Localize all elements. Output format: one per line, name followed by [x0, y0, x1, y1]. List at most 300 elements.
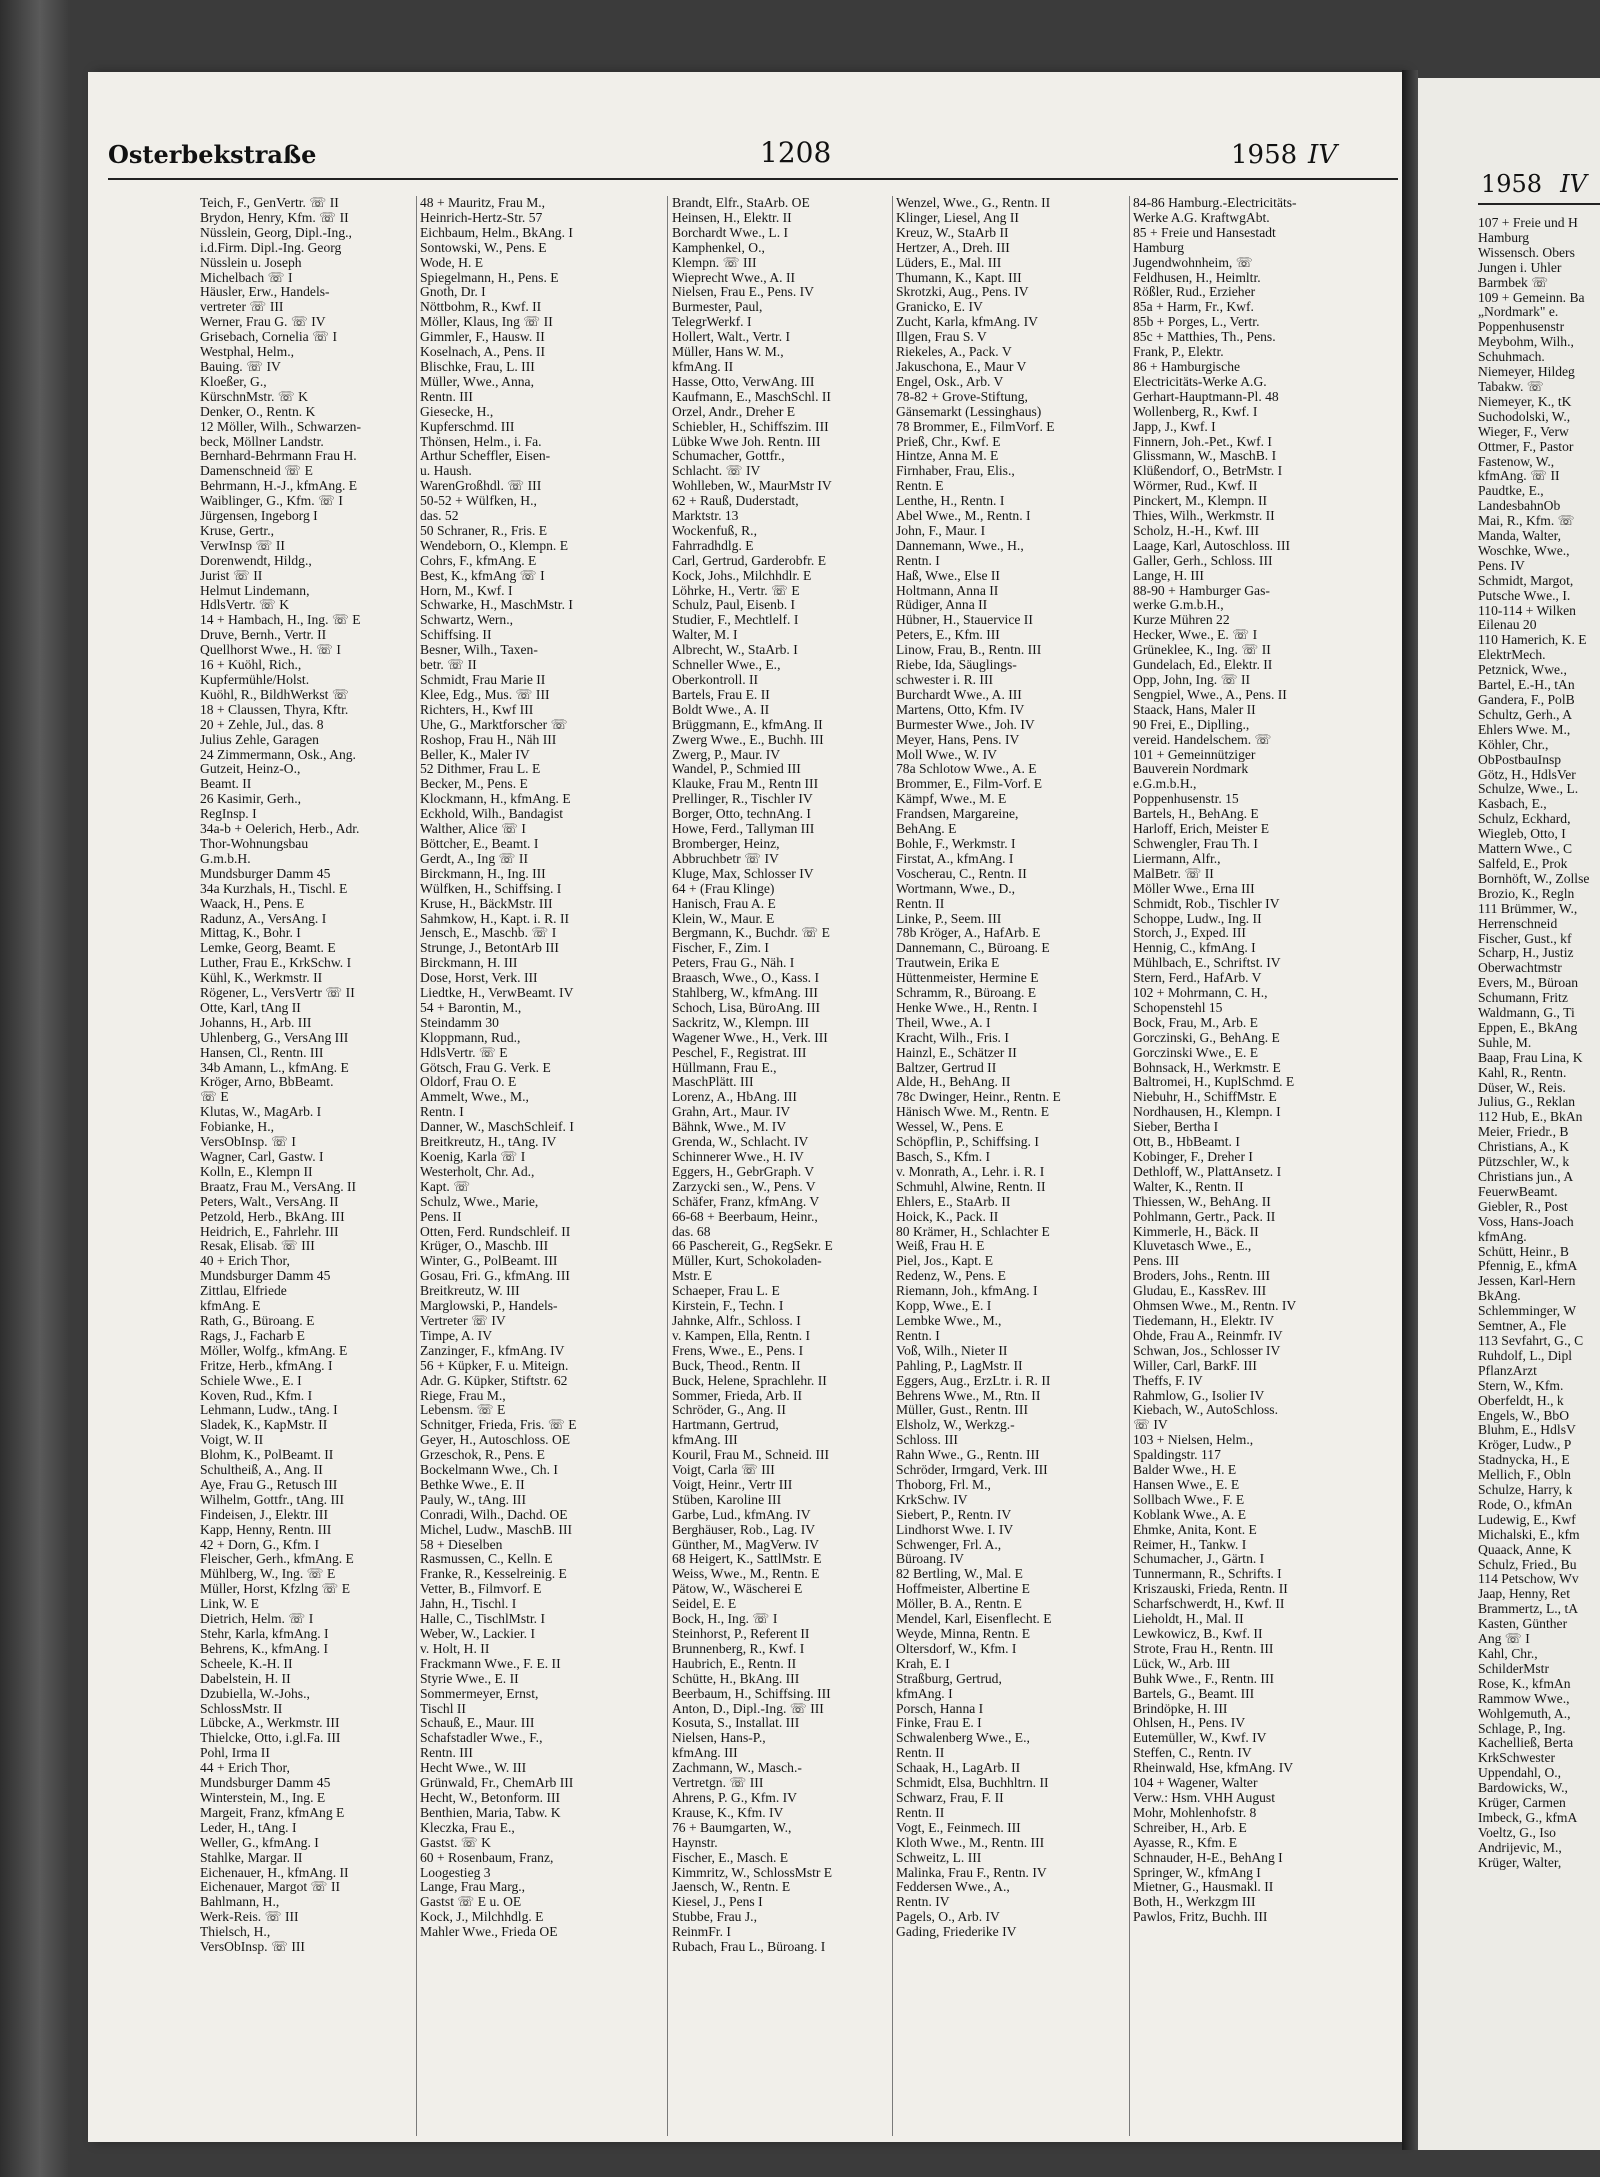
directory-entry: Rentn. E	[896, 479, 944, 494]
directory-entry: Wollenberg, R., Kwf. I	[1133, 404, 1258, 419]
directory-entry: Gerdt, A., Ing ☏ II	[420, 851, 528, 866]
directory-entry: Müller, Hans W. M.,	[672, 345, 784, 360]
directory-entry: Illgen, Frau S. V	[896, 330, 987, 345]
directory-entry: Eutemüller, W., Kwf. IV	[1133, 1731, 1267, 1746]
directory-entry: Hintze, Anna M. E	[896, 449, 999, 464]
street-name: Osterbekstraße	[108, 140, 317, 169]
directory-entry: Marglowski, P., Handels-	[420, 1299, 558, 1314]
directory-entry: Paudtke, E.,	[1478, 484, 1544, 499]
directory-entry: Kosuta, S., Installat. III	[672, 1716, 800, 1731]
directory-entry: Theffs, F. IV	[1133, 1373, 1203, 1388]
directory-entry: HdlsVertr. ☏ K	[200, 598, 290, 613]
directory-entry: Redenz, W., Pens. E	[896, 1269, 1006, 1284]
directory-entry: Brozio, K., Regln	[1478, 886, 1575, 901]
directory-entry: Poppenhusenstr	[1478, 320, 1565, 335]
directory-entry: Braasch, Wwe., O., Kass. I	[672, 971, 819, 986]
directory-entry: Schoppe, Ludw., Ing. II	[1133, 911, 1262, 926]
directory-entry: Abbruchbetr ☏ IV	[672, 851, 779, 866]
directory-entry: Alde, H., BehAng. II	[896, 1075, 1011, 1090]
directory-entry: Pohlmann, Gertr., Pack. II	[1133, 1209, 1276, 1224]
directory-entry: Krause, K., Kfm. IV	[672, 1805, 784, 1820]
directory-entry: Schultz, Gerh., A	[1478, 707, 1573, 722]
directory-entry: Schmidt, Rob., Tischler IV	[1133, 896, 1280, 911]
directory-entry: Heinrich-Hertz-Str. 57	[420, 210, 543, 225]
directory-entry: Teich, F., GenVertr. ☏ II	[200, 196, 339, 210]
directory-entry: 102 + Mohrmann, C. H.,	[1133, 986, 1268, 1001]
directory-entry: Kopp, Wwe., E. I	[896, 1299, 992, 1314]
directory-entry: Becker, M., Pens. E	[420, 777, 528, 792]
column-divider	[416, 196, 417, 2136]
directory-entry: Breitkreutz, W. III	[420, 1284, 520, 1299]
directory-entry: Stahlke, Margar. II	[200, 1850, 303, 1865]
directory-entry: Frens, Wwe., E., Pens. I	[672, 1343, 804, 1358]
directory-entry: Bock, H., Ing. ☏ I	[672, 1612, 778, 1627]
directory-entry: Martens, Otto, Kfm. IV	[896, 702, 1025, 717]
directory-entry: Sackritz, W., Klempn. III	[672, 1015, 810, 1030]
directory-entry: Schiebler, H., Schiffszim. III	[672, 419, 829, 434]
directory-entry: Michel, Ludw., MaschB. III	[420, 1522, 573, 1537]
directory-entry: Bauverein Nordmark	[1133, 762, 1249, 777]
directory-entry: Feldhusen, H., Heimltr.	[1133, 270, 1261, 285]
directory-entry: Rentn. III	[420, 389, 473, 404]
directory-entry: Hoffmeister, Albertine E	[896, 1582, 1030, 1597]
directory-entry: Christians, A., K	[1478, 1140, 1570, 1155]
directory-entry: Nüsslein, Georg, Dipl.-Ing.,	[200, 225, 352, 240]
directory-entry: Michalski, E., kfm	[1478, 1527, 1580, 1542]
directory-entry: kfmAng. ☏ II	[1478, 469, 1560, 484]
directory-entry: Grünwald, Fr., ChemArb III	[420, 1776, 574, 1791]
directory-entry: Waack, H., Pens. E	[200, 896, 305, 911]
directory-entry: Oltersdorf, W., Kfm. I	[896, 1641, 1017, 1656]
directory-entry: Eppen, E., BkAng	[1478, 1020, 1578, 1035]
directory-entry: Druve, Bernh., Vertr. II	[200, 628, 327, 643]
directory-entry: v. Holt, H. II	[420, 1641, 490, 1656]
directory-entry: 111 Brümmer, W.,	[1478, 901, 1578, 916]
directory-entry: Kloth Wwe., M., Rentn. III	[896, 1835, 1045, 1850]
directory-entry: Braatz, Frau M., VersAng. II	[200, 1179, 357, 1194]
directory-entry: Pohl, Irma II	[200, 1746, 270, 1761]
directory-entry: Heinsen, H., Elektr. II	[672, 210, 792, 225]
directory-entry: Eichbaum, Helm., BkAng. I	[420, 225, 573, 240]
directory-entry: Kock, Johs., Milchhdlr. E	[672, 568, 812, 583]
directory-entry: Lübke Wwe Joh. Rentn. III	[672, 434, 821, 449]
directory-entry: Fischer, E., Masch. E	[672, 1850, 789, 1865]
directory-entry: Orzel, Andr., Dreher E	[672, 404, 796, 419]
directory-entry: Vogt, E., Feinmech. III	[896, 1820, 1021, 1835]
directory-entry: Möller, B. A., Rentn. E	[896, 1597, 1022, 1612]
directory-entry: Storch, J., Exped. III	[1133, 926, 1246, 941]
directory-entry: Klauke, Frau M., Rentn III	[672, 777, 819, 792]
directory-entry: Strunge, J., BetontArb III	[420, 941, 559, 956]
directory-entry: Brommer, E., Film-Vorf. E	[896, 777, 1043, 792]
directory-entry: Wode, H. E	[420, 255, 484, 270]
directory-entry: MalBetr. ☏ II	[1133, 866, 1214, 881]
directory-entry: Rentn. II	[896, 1746, 945, 1761]
directory-entry: Eggers, H., GebrGraph. V	[672, 1164, 815, 1179]
directory-entry: Brandt, Elfr., StaArb. OE	[672, 196, 810, 210]
directory-entry: Schmuhl, Alwine, Rentn. II	[896, 1179, 1046, 1194]
directory-entry: 103 + Nielsen, Helm.,	[1133, 1433, 1254, 1448]
directory-entry: Roshop, Frau H., Näh III	[420, 732, 557, 747]
directory-entry: Pens. III	[1133, 1254, 1180, 1269]
directory-entry: Hanisch, Frau A. E	[672, 896, 776, 911]
directory-entry: Jessen, Karl-Hern	[1478, 1274, 1576, 1289]
directory-entry: 44 + Erich Thor,	[200, 1761, 290, 1776]
directory-entry: Manda, Walter,	[1478, 529, 1562, 544]
directory-entry: Waldmann, G., Ti	[1478, 1006, 1575, 1021]
directory-entry: Wülfken, H., Schiffsing. I	[420, 881, 562, 896]
directory-entry: Walther, Alice ☏ I	[420, 822, 526, 837]
directory-entry: Otten, Ferd. Rundschleif. II	[420, 1224, 571, 1239]
directory-entry: Horn, M., Kwf. I	[420, 583, 513, 598]
directory-entry: Steindamm 30	[420, 1015, 499, 1030]
directory-entry: Hamburg	[1133, 240, 1185, 255]
directory-entry: Johanns, H., Arb. III	[200, 1015, 312, 1030]
directory-entry: Berghäuser, Rob., Lag. IV	[672, 1522, 816, 1537]
directory-entry: Schulz, Wwe., Marie,	[420, 1194, 539, 1209]
directory-entry: Schwarz, Frau, F. II	[896, 1790, 1004, 1805]
directory-entry: Kahl, R., Rentn.	[1478, 1065, 1567, 1080]
directory-entry: Nordhausen, H., Klempn. I	[1133, 1105, 1281, 1120]
directory-entry: 66 Paschereit, G., RegSekr. E	[672, 1239, 833, 1254]
directory-entry: 52 Dithmer, Frau L. E	[420, 762, 541, 777]
directory-entry: Vetter, B., Filmvorf. E	[420, 1582, 542, 1597]
directory-entry: Lübcke, A., Werkmstr. III	[200, 1716, 340, 1731]
directory-entry: Thumann, K., Kapt. III	[896, 270, 1022, 285]
column-divider	[892, 196, 893, 2136]
directory-entry: Rahn Wwe., G., Rentn. III	[896, 1448, 1040, 1463]
directory-entry: e.G.m.b.H.,	[1133, 777, 1197, 792]
directory-entry: G.m.b.H.	[200, 851, 251, 866]
directory-entry: Löhrke, H., Vertr. ☏ E	[672, 583, 800, 598]
directory-entry: Studier, F., Mechtlelf. I	[672, 613, 799, 628]
directory-entry: Müller, Gust., Rentn. III	[896, 1403, 1028, 1418]
directory-entry: Schloss. III	[896, 1433, 958, 1448]
directory-entry: Lieholdt, H., Mal. II	[1133, 1612, 1244, 1627]
directory-entry: Wilhelm, Gottfr., tAng. III	[200, 1492, 345, 1507]
directory-entry: Brydon, Henry, Kfm. ☏ II	[200, 210, 349, 225]
directory-entry: Wiegleb, Otto, I	[1478, 827, 1566, 842]
directory-entry: Siebert, P., Rentn. IV	[896, 1507, 1012, 1522]
directory-entry: 112 Hub, E., BkAn	[1478, 1110, 1583, 1125]
directory-entry: Kapt. ☏	[420, 1179, 471, 1194]
directory-entry: Hänisch Wwe. M., Rentn. E	[896, 1105, 1050, 1120]
directory-entry: Bartels, Frau E. II	[672, 687, 770, 702]
directory-entry: Mundsburger Damm 45	[200, 1776, 331, 1791]
directory-entry: Baltzer, Gertrud II	[896, 1060, 997, 1075]
directory-entry: Schütte, H., BkAng. III	[672, 1671, 800, 1686]
directory-entry: Jaensch, W., Rentn. E	[672, 1880, 791, 1895]
directory-entry: Voigt, W. II	[200, 1433, 264, 1448]
directory-entry: v. Kampen, Ella, Rentn. I	[672, 1328, 811, 1343]
directory-entry: Bockelmann Wwe., Ch. I	[420, 1463, 558, 1478]
directory-entry: Margeit, Franz, kfmAng E	[200, 1805, 345, 1820]
directory-entry: VersObInsp. ☏ I	[200, 1135, 296, 1150]
directory-entry: Schulze, Harry, k	[1478, 1483, 1573, 1498]
directory-entry: Schwartz, Wern.,	[420, 613, 514, 628]
directory-entry: Gosau, Fri. G., kfmAng. III	[420, 1269, 570, 1284]
directory-entry: Tischl II	[420, 1701, 466, 1716]
directory-entry: Ehmke, Anita, Kont. E	[1133, 1522, 1257, 1537]
directory-entry: TelegrWerkf. I	[672, 315, 752, 330]
directory-entry: ObPostbauInsp	[1478, 752, 1562, 767]
directory-entry: Basch, S., Kfm. I	[896, 1150, 991, 1164]
directory-entry: Salfeld, E., Prok	[1478, 856, 1568, 871]
directory-entry: Suhle, M.	[1478, 1035, 1532, 1050]
directory-entry: Thies, Wilh., Werkmstr. II	[1133, 509, 1275, 524]
directory-entry: Klempn. ☏ III	[672, 255, 757, 270]
directory-entry: Kiebach, W., AutoSchloss.	[1133, 1403, 1278, 1418]
directory-entry: Jugendwohnheim, ☏	[1133, 255, 1253, 270]
directory-entry: Geyer, H., Autoschloss. OE	[420, 1433, 571, 1448]
directory-entry: Laage, Karl, Autoschloss. III	[1133, 538, 1291, 553]
column-divider	[1129, 196, 1130, 2136]
directory-entry: Barmbek ☏	[1478, 275, 1549, 290]
directory-entry: Thönsen, Helm., i. Fa.	[420, 434, 542, 449]
directory-entry: Brammertz, L., tA	[1478, 1602, 1579, 1617]
directory-entry: Stadnycka, H., E	[1478, 1453, 1570, 1468]
directory-entry: Stüben, Karoline III	[672, 1492, 782, 1507]
directory-entry: 85 + Freie und Hansestadt	[1133, 225, 1276, 240]
directory-entry: Kracht, Wilh., Fris. I	[896, 1030, 1009, 1045]
directory-entry: Kröger, Ludw., P	[1478, 1438, 1572, 1453]
directory-entry: das. 68	[672, 1224, 711, 1239]
directory-entry: Schwarke, H., MaschMstr. I	[420, 598, 573, 613]
directory-entry: Kiesel, J., Pens I	[672, 1895, 763, 1910]
directory-entry: Carl, Gertrud, Garderobfr. E	[672, 553, 827, 568]
directory-entry: Lebensm. ☏ E	[420, 1403, 506, 1418]
directory-entry: Kamphenkel, O.,	[672, 240, 765, 255]
directory-entry: Fischer, Gust., kf	[1478, 931, 1572, 946]
directory-entry: 78c Dwinger, Heinr., Rentn. E	[896, 1090, 1061, 1105]
directory-entry: Abel Wwe., M., Rentn. I	[896, 509, 1031, 524]
directory-entry: Häusler, Erw., Handels-	[200, 285, 330, 300]
directory-entry: Resak, Elisab. ☏ III	[200, 1239, 315, 1254]
directory-entry: Firstat, A., kfmAng. I	[896, 851, 1014, 866]
directory-entry: Nielsen, Hans-P.,	[672, 1731, 766, 1746]
directory-entry: Sengpiel, Wwe., A., Pens. II	[1133, 687, 1287, 702]
directory-entry: Bernhard-Behrmann Frau H.	[200, 449, 357, 464]
directory-entry: Fahrradhdlg. E	[672, 538, 754, 553]
directory-entry: Lindhorst Wwe. I. IV	[896, 1522, 1014, 1537]
directory-entry: Fastenow, W.,	[1478, 454, 1555, 469]
directory-entry: Voigt, Heinr., Vertr III	[672, 1477, 793, 1492]
directory-entry: Schulz, Eckhard,	[1478, 812, 1571, 827]
directory-entry: Schumacher, Gottfr.,	[672, 449, 785, 464]
directory-entry: Wockenfuß, R.,	[672, 523, 757, 538]
directory-entry: Pens. II	[420, 1209, 462, 1224]
directory-entry: Willer, Carl, BarkF. III	[1133, 1358, 1257, 1373]
directory-entry: Loogestieg 3	[420, 1865, 491, 1880]
directory-entry: Borger, Otto, technAng. I	[672, 807, 811, 822]
directory-entry: Stubbe, Frau J.,	[672, 1910, 757, 1925]
directory-entry: Birckmann, H., Ing. III	[420, 866, 546, 881]
directory-entry: Blischke, Frau, L. III	[420, 359, 535, 374]
directory-entry: Grahn, Art., Maur. IV	[672, 1105, 791, 1120]
directory-entry: Walter, K., Rentn. II	[1133, 1179, 1244, 1194]
directory-entry: Kuöhl, R., BildhWerkst ☏	[200, 687, 349, 702]
directory-entry: Hansen Wwe., E. E	[1133, 1477, 1240, 1492]
directory-entry: Schütt, Heinr., B	[1478, 1244, 1570, 1259]
directory-entry: Walter, M. I	[672, 628, 738, 643]
directory-entry: 62 + Rauß, Duderstadt,	[672, 494, 799, 509]
directory-entry: Rentn. I	[420, 1105, 464, 1120]
directory-entry: 56 + Küpker, F. u. Miteign.	[420, 1358, 569, 1373]
directory-entry: Buck, Theod., Rentn. II	[672, 1358, 801, 1373]
adjacent-edition-volume: IV	[1560, 170, 1587, 198]
directory-entry: Mittag, K., Bohr. I	[200, 926, 301, 941]
directory-entry: Scharp, H., Justiz	[1478, 946, 1574, 961]
directory-entry: Klüßendorf, O., BetrMstr. I	[1133, 464, 1283, 479]
directory-entry: Schnitger, Frieda, Fris. ☏ E	[420, 1418, 577, 1433]
directory-entry: betr. ☏ II	[420, 658, 477, 673]
directory-entry: Düser, W., Reis.	[1478, 1080, 1566, 1095]
directory-entry: Grisebach, Cornelia ☏ I	[200, 330, 338, 345]
directory-entry: Weyde, Minna, Rentn. E	[896, 1627, 1031, 1641]
directory-entry: werke G.m.b.H.,	[1133, 598, 1224, 613]
directory-entry: Weber, W., Lackier. I	[420, 1627, 535, 1641]
directory-entry: Niemeyer, Hildeg	[1478, 365, 1575, 380]
directory-entry: Götz, H., HdlsVer	[1478, 767, 1576, 782]
directory-entry: Wieprecht Wwe., A. II	[672, 270, 796, 285]
directory-entry: Julius Zehle, Garagen	[200, 732, 319, 747]
directory-entry: Lehmann, Ludw., tAng. I	[200, 1403, 338, 1418]
directory-entry: Schafstadler Wwe., F.,	[420, 1731, 543, 1746]
directory-entry: Hasse, Otto, VerwAng. III	[672, 374, 815, 389]
directory-entry: kfmAng.	[1478, 1229, 1527, 1244]
directory-entry: Bähnk, Wwe., M. IV	[672, 1120, 787, 1135]
directory-entry: Pätow, W., Wäscherei E	[672, 1582, 803, 1597]
directory-entry: Woschke, Wwe.,	[1478, 543, 1570, 558]
directory-entry: Lange, Frau Marg.,	[420, 1880, 526, 1895]
directory-entry: Uppendahl, O.,	[1478, 1766, 1562, 1781]
directory-entry: Bornhöft, W., Zollse	[1478, 871, 1590, 886]
directory-entry: Dannemann, Wwe., H.,	[896, 538, 1024, 553]
directory-entry: Oberfeldt, H., k	[1478, 1393, 1564, 1408]
directory-entry: Schlacht. ☏ IV	[672, 464, 761, 479]
directory-entry: Kobinger, F., Dreher I	[1133, 1150, 1253, 1164]
directory-entry: Kämpf, Wwe., M. E	[896, 792, 1007, 807]
directory-entry: SchlossMstr. II	[200, 1701, 283, 1716]
directory-entry: Schoch, Lisa, BüroAng. III	[672, 1000, 820, 1015]
directory-entry: Lemke, Georg, Beamt. E	[200, 941, 336, 956]
directory-entry: Moll Wwe., W. IV	[896, 747, 997, 762]
directory-entry: Halle, C., TischlMstr. I	[420, 1612, 546, 1627]
page-header	[108, 136, 1388, 174]
directory-entry: 66-68 + Beerbaum, Heinr.,	[672, 1209, 818, 1224]
directory-entry: Lorenz, A., HbAng. III	[672, 1090, 797, 1105]
directory-entry: Sieber, Bertha I	[1133, 1120, 1219, 1135]
directory-entry: Wenzel, Wwe., G., Rentn. II	[896, 196, 1051, 210]
directory-entry: Ott, B., HbBeamt. I	[1133, 1135, 1240, 1150]
directory-entry: Kruse, Gertr.,	[200, 523, 274, 538]
directory-entry: Fischer, F., Zim. I	[672, 941, 769, 956]
directory-entry: Finnern, Joh.-Pet., Kwf. I	[1133, 434, 1272, 449]
directory-entry: Buhk Wwe., F., Rentn. III	[1133, 1671, 1275, 1686]
directory-entry: Bahlmann, H.,	[200, 1895, 280, 1910]
directory-entry: Koblank Wwe., A. E	[1133, 1507, 1247, 1522]
directory-entry: Brüggmann, E., kfmAng. II	[672, 717, 823, 732]
directory-entry: 34a-b + Oelerich, Herb., Adr.	[200, 822, 360, 837]
directory-entry: Haynstr.	[672, 1835, 718, 1850]
directory-entry: Burchardt Wwe., A. III	[896, 687, 1022, 702]
directory-entry: Vertretgn. ☏ III	[672, 1776, 764, 1791]
directory-entry: Kluvetasch Wwe., E.,	[1133, 1239, 1252, 1254]
directory-entry: Kimmerle, H., Bäck. II	[1133, 1224, 1259, 1239]
directory-entry: kfmAng. III	[672, 1433, 738, 1448]
directory-entry: Blohm, K., PolBeamt. II	[200, 1448, 334, 1463]
directory-entry: vereid. Handelschem. ☏	[1133, 732, 1272, 747]
directory-entry: Mahler Wwe., Frieda OE	[420, 1925, 558, 1940]
directory-entry: Birckmann, H. III	[420, 956, 518, 971]
directory-entry: Gimmler, F., Hausw. II	[420, 330, 545, 345]
directory-entry: Schmidt, Frau Marie II	[420, 673, 546, 687]
directory-entry: Radunz, A., VersAng. I	[200, 911, 327, 926]
directory-entry: Piel, Jos., Kapt. E	[896, 1254, 994, 1269]
directory-entry: Elsholz, W., Werkzg.-	[896, 1418, 1015, 1433]
directory-entry: 42 + Dorn, G., Kfm. I	[200, 1537, 320, 1552]
directory-entry: Burmester Wwe., Joh. IV	[896, 717, 1035, 732]
directory-entry: Rentn. I	[896, 1328, 940, 1343]
directory-entry: SchilderMstr	[1478, 1661, 1549, 1676]
directory-entry: Oberkontroll. II	[672, 673, 759, 687]
directory-entry: Müller, Wwe., Anna,	[420, 374, 534, 389]
directory-entry: Franke, R., Kesselreinig. E	[420, 1567, 567, 1582]
directory-entry: Klein, W., Maur. E	[672, 911, 775, 926]
directory-entry: Jürgensen, Ingeborg I	[200, 509, 318, 524]
directory-entry: 54 + Barontin, M.,	[420, 1000, 522, 1015]
directory-entry: Schulz, Fried., Bu	[1478, 1557, 1577, 1572]
directory-entry: Schumann, Fritz	[1478, 991, 1568, 1006]
directory-entry: Nielsen, Frau E., Pens. IV	[672, 285, 814, 300]
directory-entry: Voss, Hans-Joach	[1478, 1214, 1574, 1229]
directory-entry: Eggers, Aug., ErzLtr. i. R. II	[896, 1373, 1051, 1388]
directory-entry: Richters, H., Kwf III	[420, 702, 534, 717]
directory-entry: 88-90 + Hamburger Gas-	[1133, 583, 1270, 598]
directory-entry: Krüger, Carmen	[1478, 1796, 1566, 1811]
directory-entry: „Nordmark" e.	[1478, 305, 1559, 320]
directory-entry: Besner, Wilh., Taxen-	[420, 643, 538, 658]
directory-entry: 104 + Wagener, Walter	[1133, 1776, 1258, 1791]
directory-entry: Hoick, K., Pack. II	[896, 1209, 999, 1224]
directory-entry: Niebuhr, H., SchiffMstr. E	[1133, 1090, 1277, 1105]
edition-volume: IV	[1308, 140, 1338, 170]
directory-entry: Burmester, Paul,	[672, 300, 763, 315]
directory-entry: Dethloff, W., PlattAnsetz. I	[1133, 1164, 1282, 1179]
directory-entry: Staack, Hans, Maler II	[1133, 702, 1256, 717]
directory-entry: Linow, Frau, B., Rentn. III	[896, 643, 1042, 658]
directory-entry: Mattern Wwe., C	[1478, 842, 1573, 857]
directory-entry: Firnhaber, Frau, Elis.,	[896, 464, 1015, 479]
directory-entry: Galler, Gerh., Schloss. III	[1133, 553, 1273, 568]
directory-entry: Hüttenmeister, Hermine E	[896, 971, 1039, 986]
directory-entry: BehAng. E	[896, 822, 957, 837]
directory-entry: Stehr, Karla, kfmAng. I	[200, 1627, 329, 1641]
directory-entry: 101 + Gemeinnütziger	[1133, 747, 1256, 762]
directory-entry: Link, W. E	[200, 1597, 259, 1612]
directory-entry: Günther, M., MagVerw. IV	[672, 1537, 819, 1552]
directory-entry: Rahmlow, G., Isolier IV	[1133, 1388, 1265, 1403]
directory-entry: Benthien, Maria, Tabw. K	[420, 1805, 561, 1820]
directory-entry: Kreuz, W., StaArb II	[896, 225, 1009, 240]
directory-entry: Jensch, E., Maschb. ☏ I	[420, 926, 557, 941]
directory-entry: Hecht, W., Betonform. III	[420, 1790, 561, 1805]
directory-entry: Eilenau 20	[1478, 618, 1537, 633]
directory-entry: Rentn. II	[896, 1805, 945, 1820]
directory-entry: Fritze, Herb., kfmAng. I	[200, 1358, 333, 1373]
directory-entry: Westerholt, Chr. Ad.,	[420, 1164, 535, 1179]
directory-entry: Rentn. I	[896, 553, 940, 568]
